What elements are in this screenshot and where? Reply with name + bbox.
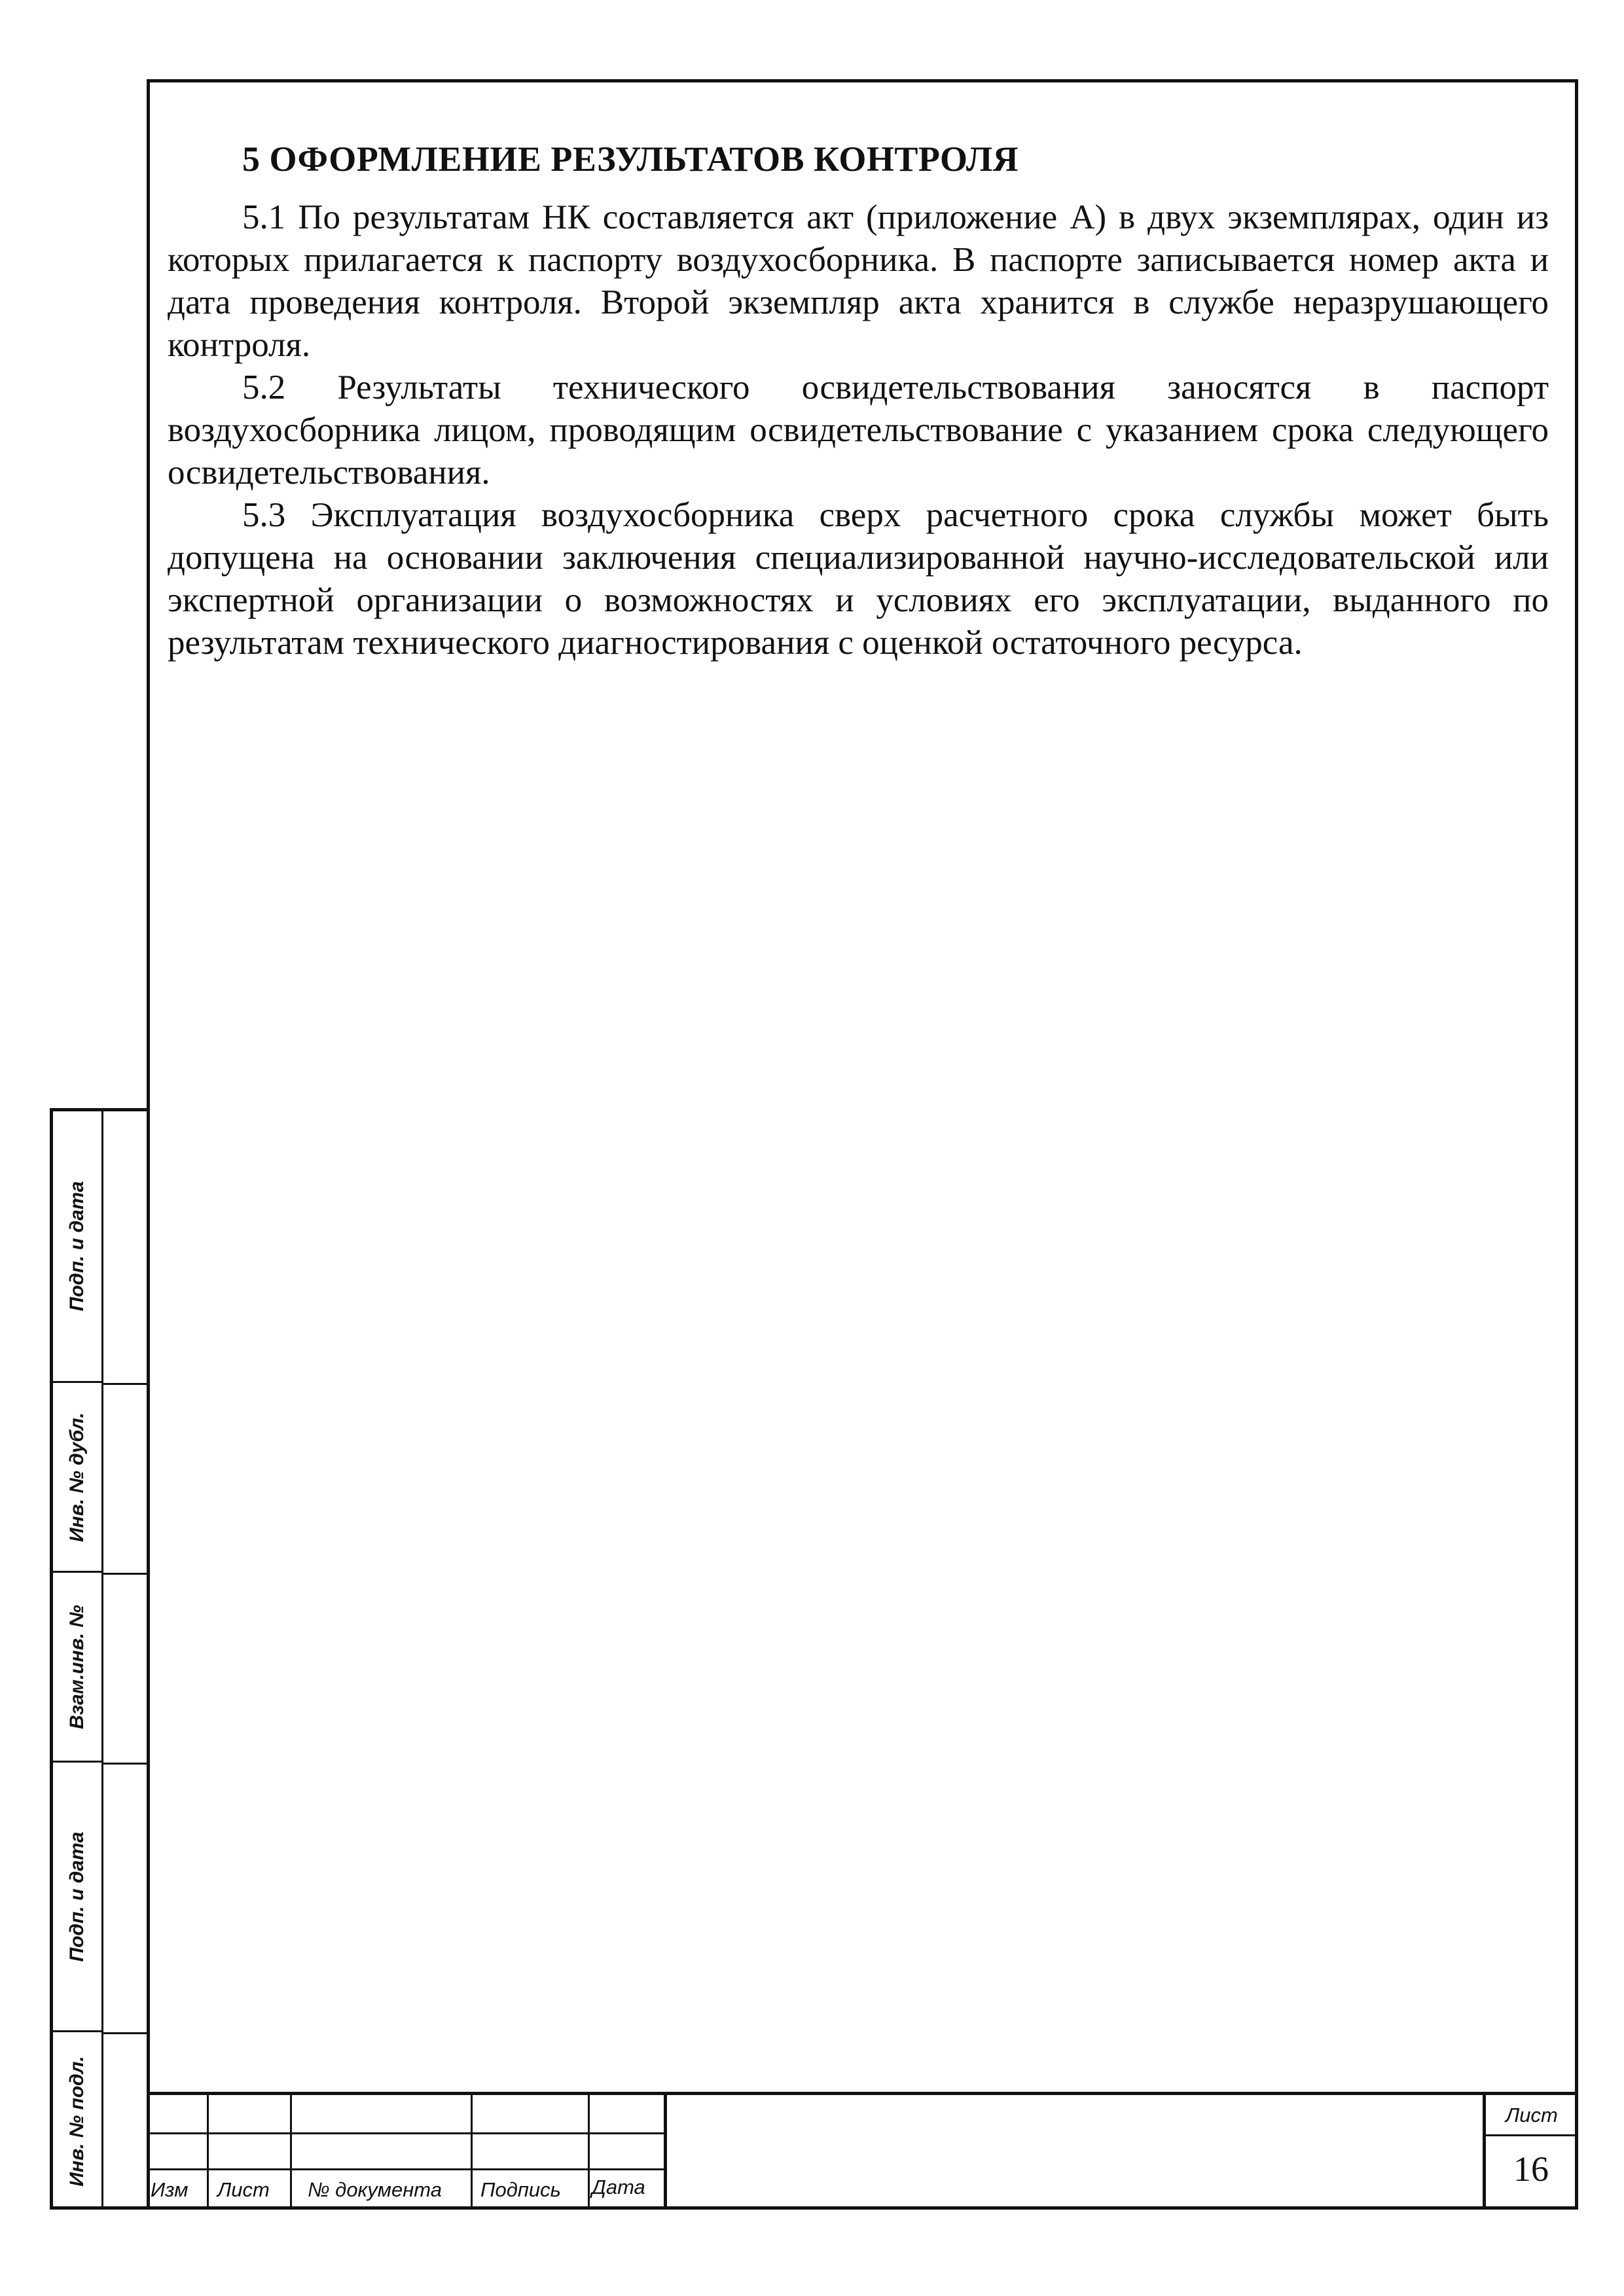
column-label-date: Дата [592,2176,645,2198]
tb-vline-6 [1483,2092,1486,2210]
tb-hline-2 [147,2168,664,2170]
tb-vline-1 [207,2092,209,2210]
document-body [168,136,1549,664]
paragraph-5-1: 5.1 По результатам НК составляется акт (приложение А) в двух экземплярах, один из которых прилагается к паспорту воздухосборника. В паспорте записывается номер акта и дата проведения контроля. Второй экземпляр акта хранится в службе неразрушающего контроля. [168,198,1549,364]
side-right-divider-4 [101,2032,150,2034]
side-cell-duplicate-inv [53,1383,101,1573]
side-stamp-divider [101,1111,103,2206]
tb-vline-2 [290,2092,292,2210]
sheet-number: 16 [1513,2149,1549,2189]
column-label-document-number: № документа [308,2178,442,2201]
section-heading: 5 ОФОРМЛЕНИЕ РЕЗУЛЬТАТОВ КОНТРОЛЯ [242,139,1019,179]
tb-vline-4 [588,2092,590,2210]
column-label-change: Изм [151,2178,189,2201]
side-label-signature-date-1: Подп. и дата [66,1181,88,1312]
side-label-signature-date-2: Подп. и дата [66,1831,88,1962]
column-label-sheet: Лист [217,2178,270,2201]
side-cell-signature-date-2 [53,1763,101,2032]
side-cell-replacement-inv [53,1573,101,1763]
paragraph-5-2: 5.2 Результаты технического освидетельствования заносятся в паспорт воздухосборника лицом, проводящим освидетельствование с указанием срока следующего освидетельствования. [168,368,1549,492]
side-right-divider-2 [101,1573,150,1575]
side-cell-signature-date-1 [53,1111,101,1383]
title-block [147,2092,1578,2210]
tb-vline-5 [664,2092,667,2210]
paragraph-5-3: 5.3 Эксплуатация воздухосборника сверх расчетного срока службы может быть допущена на основании заключения специализированной научно-исследовательской или экспертной организации о возможностях и условиях его эксплуатации, выданного по результатам технического диагностирования с оценкой остаточного ресурса. [168,496,1549,662]
sheet-label: Лист [1506,2104,1558,2126]
side-right-divider-3 [101,1763,150,1765]
tb-vline-3 [471,2092,473,2210]
title-block-top-border [147,2092,1578,2095]
side-right-divider-1 [101,1383,150,1385]
column-label-signature: Подпись [480,2178,561,2201]
side-cell-original-inv [53,2032,101,2210]
side-label-original-inv: Инв. № подл. [66,2055,88,2187]
tb-hline-1 [147,2132,664,2134]
side-stamp [50,1108,147,2210]
side-label-replacement-inv: Взам.инв. № [66,1604,88,1729]
side-label-duplicate-inv: Инв. № дубл. [66,1412,88,1542]
tb-sheet-divider [1483,2134,1578,2136]
